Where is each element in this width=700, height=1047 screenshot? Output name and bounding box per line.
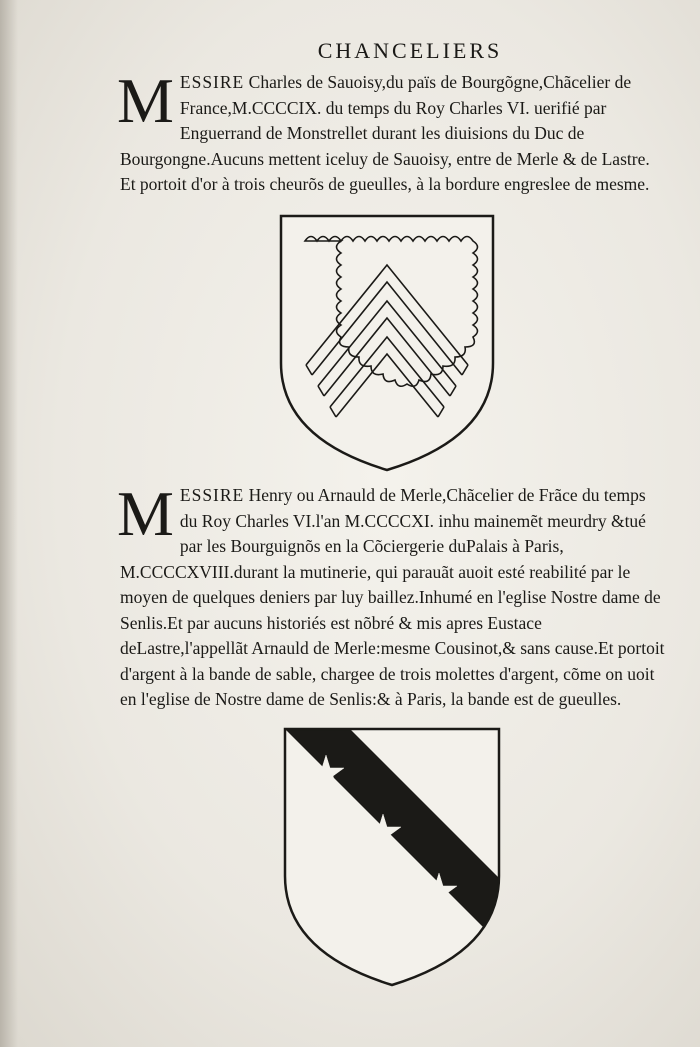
entry-text: Henry ou Arnauld de Merle,Chãcelier de Frãce du temps du Roy Charles VI.l'an M.CCCCXI. inhu mainemẽt meurdry &tué par les Bourguignõs en la Cõciergerie duPalais à Paris, M.CCCCXVIII.durant la mutinerie, qui parauãt auoit esté reabilité par le moyen de quelques deniers par luy baillez.Inhumé en l'eglise Nostre dame de Senlis.Et par aucuns historiés est nõbré & mis apres Eustace deLastre,l'appellãt Arnauld de Merle:mesme Cousinot,& sans cause.Et portoit d'argent à la bande de sable, chargee de trois molettes d'argent, cõme on uoit en l'eglise de Nostre dame de Senlis:& à Paris, la bande est de gueulles. (120, 485, 665, 709)
entry-lead: ESSIRE (179, 72, 245, 92)
drop-capital: M (117, 65, 174, 136)
entry-merle (117, 478, 665, 713)
running-header: CHANCELIERS (317, 38, 503, 63)
entry-lead: ESSIRE (179, 485, 245, 505)
coat-of-arms-sauoisy (278, 213, 496, 473)
entry-paragraph (117, 65, 665, 198)
binding-shadow (0, 0, 18, 1047)
coat-of-arms-merle (282, 726, 502, 988)
entry-paragraph (117, 478, 665, 713)
entry-text: Charles de Sauoisy,du païs de Bourgõgne,Chãcelier de France,M.CCCCIX. du temps du Roy Charles VI. uerifié par Enguerrand de Monstrellet durant les diuisions du Duc de Bourgongne.Aucuns mettent iceluy de Sauoisy, entre de Merle & de Lastre. Et portoit d'or à trois cheurõs de gueulles, à la bordure engreslee de mesme. (120, 72, 650, 194)
shield-outline (281, 216, 493, 470)
drop-capital: M (117, 478, 174, 549)
entry-sauoisy (117, 65, 665, 198)
